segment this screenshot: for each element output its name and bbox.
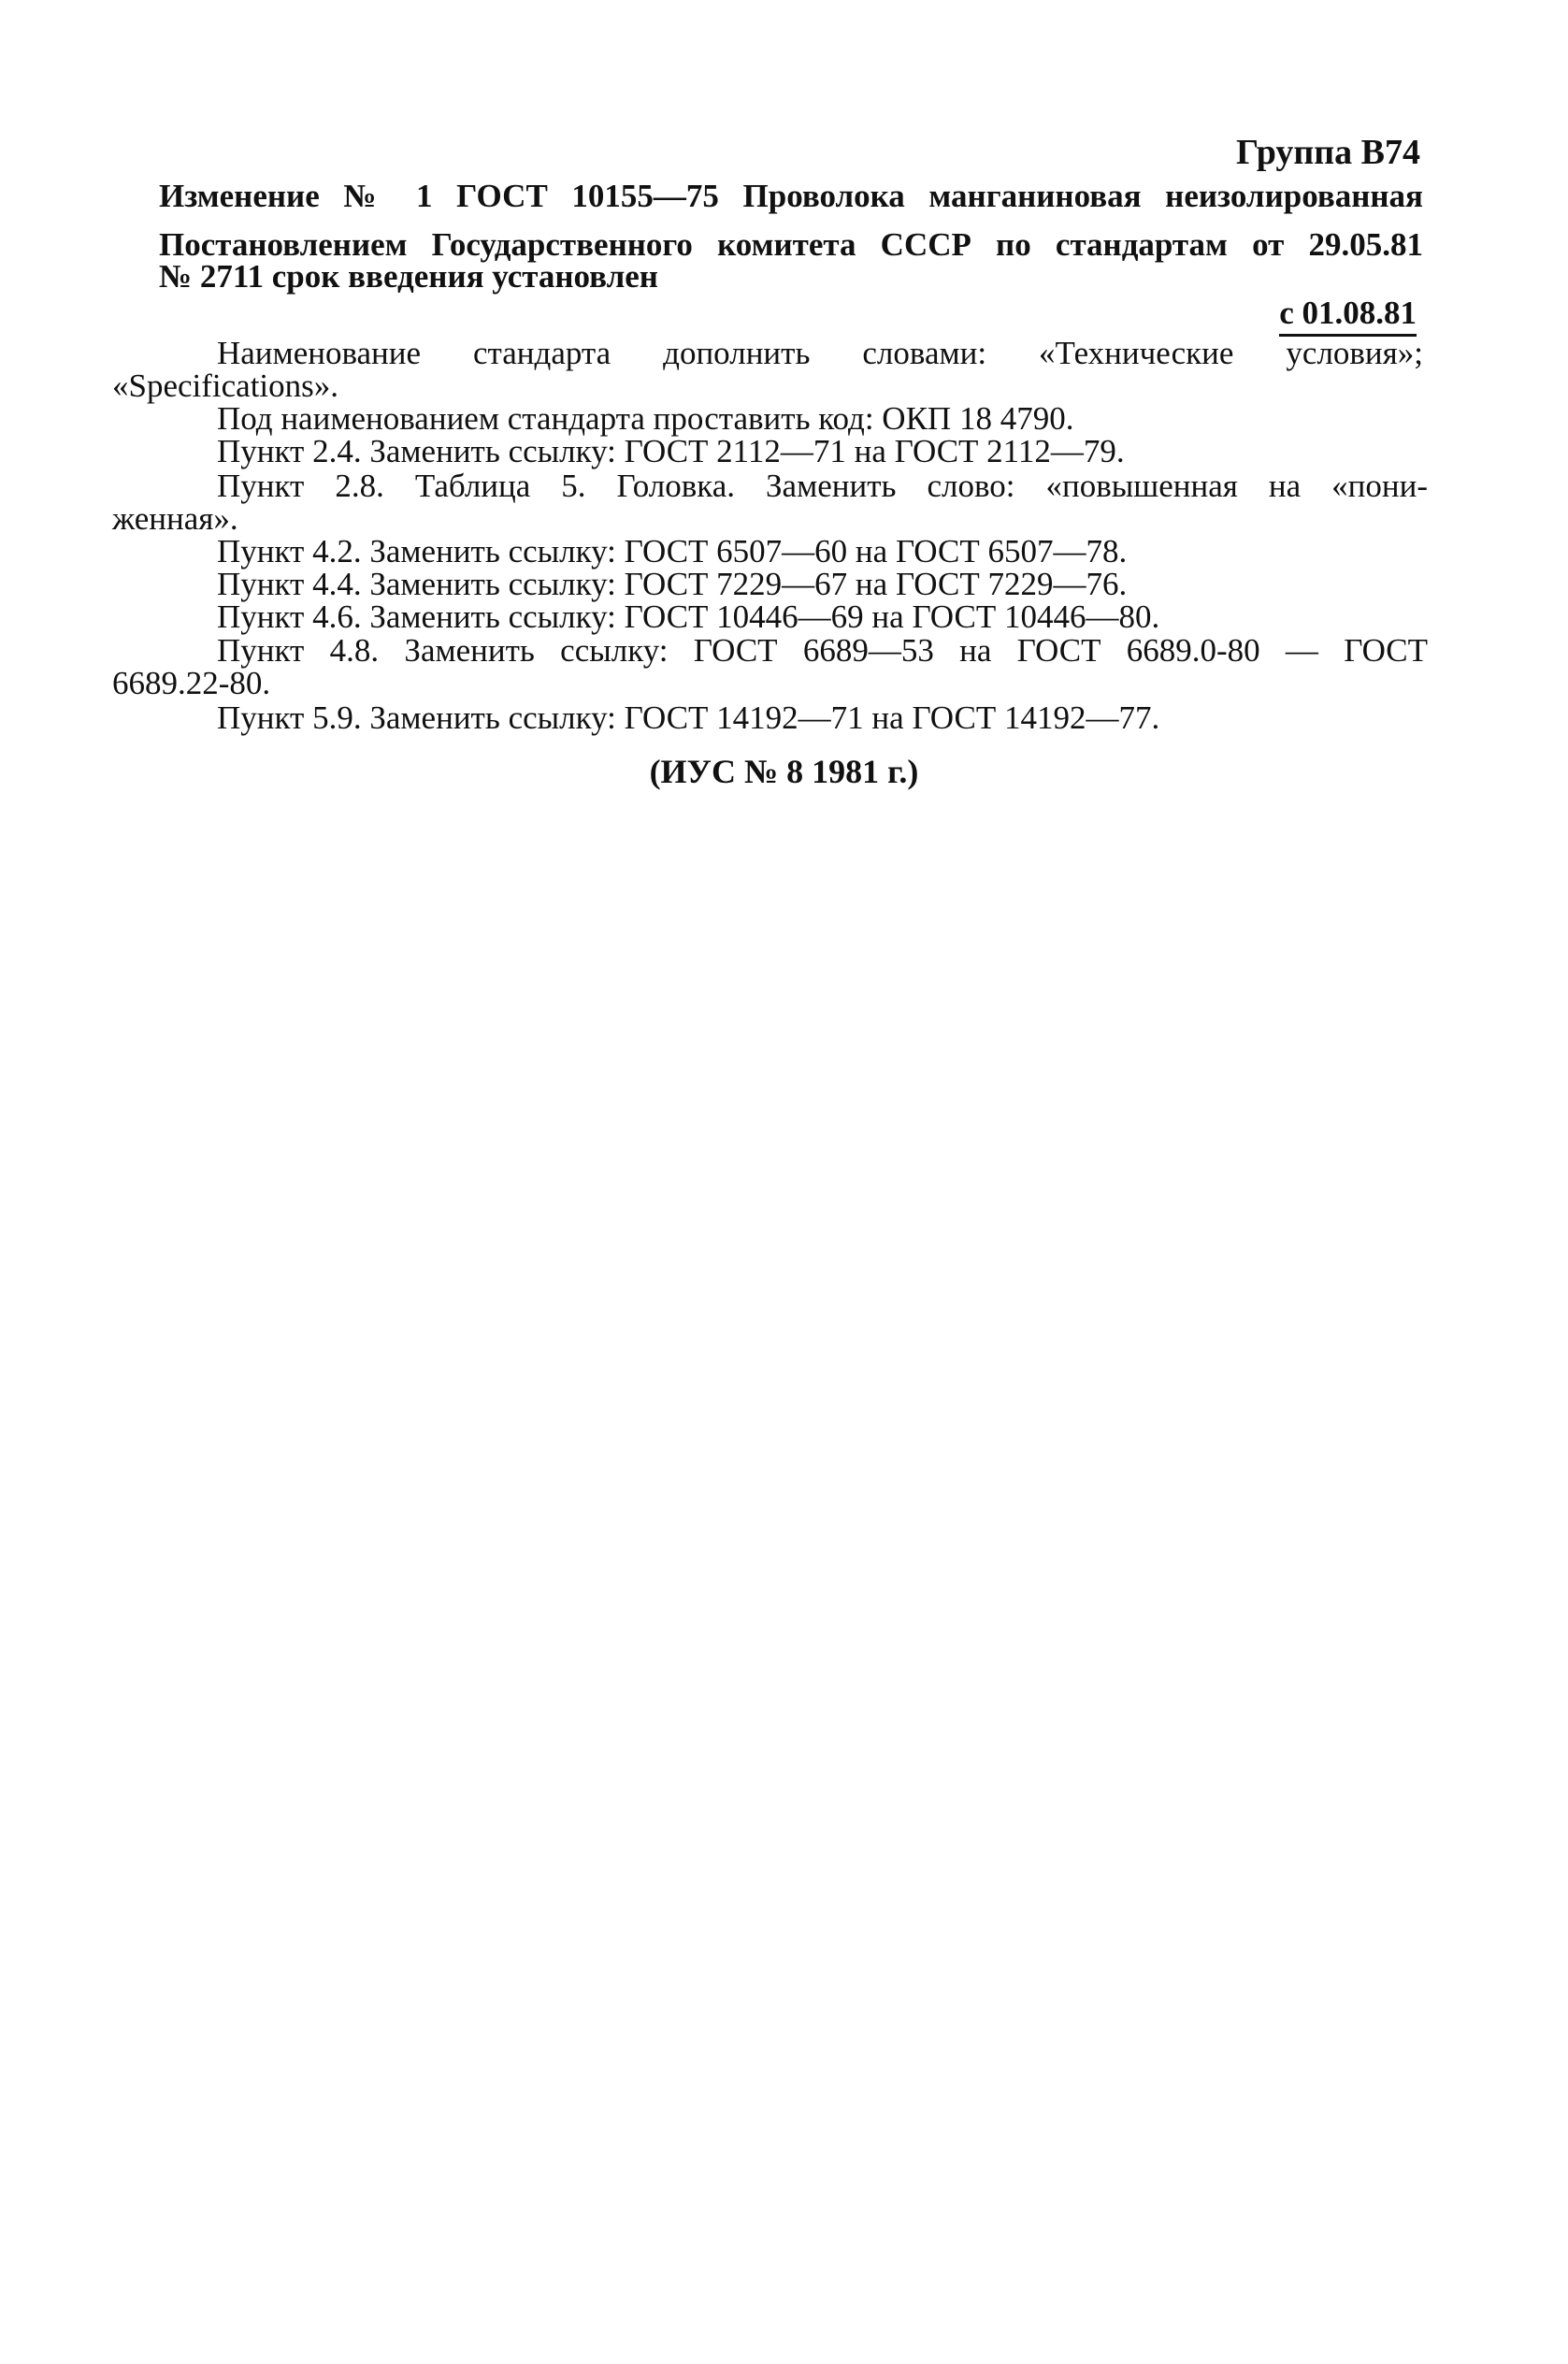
paragraph-clause-4-4: Пункт 4.4. Заменить ссылку: ГОСТ 7229—67 на ГОСТ 7229—76.	[217, 566, 1128, 602]
paragraph-title-addition-cont: «Specifications».	[112, 368, 339, 404]
paragraph-okp-code: Под наименованием стандарта проставить код: ОКП 18 4790.	[217, 400, 1074, 437]
paragraph-clause-2-4: Пункт 2.4. Заменить ссылку: ГОСТ 2112—71 на ГОСТ 2112—79.	[217, 433, 1125, 469]
paragraph-clause-4-2: Пункт 4.2. Заменить ссылку: ГОСТ 6507—60 на ГОСТ 6507—78.	[217, 533, 1128, 569]
change-title: Изменение № 1 ГОСТ 10155—75 Проволока манганиновая неизолированная	[159, 178, 1423, 214]
paragraph-clause-4-8: Пункт 4.8. Заменить ссылку: ГОСТ 6689—53 на ГОСТ 6689.0-80 — ГОСТ	[217, 632, 1428, 669]
source-reference: (ИУС № 8 1981 г.)	[649, 753, 919, 790]
paragraph-clause-4-8-cont: 6689.22-80.	[112, 665, 271, 701]
paragraph-title-addition: Наименование стандарта дополнить словами: «Технические условия»;	[217, 335, 1423, 371]
resolution-line-1: Постановлением Государственного комитета СССР по стандартам от 29.05.81	[159, 226, 1423, 263]
paragraph-clause-2-8-cont: женная».	[112, 500, 238, 537]
effective-date: с 01.08.81	[1279, 295, 1417, 337]
paragraph-clause-4-6: Пункт 4.6. Заменить ссылку: ГОСТ 10446—69 на ГОСТ 10446—80.	[217, 598, 1160, 635]
resolution-line-2: № 2711 срок введения установлен	[159, 258, 658, 295]
group-label: Группа В74	[1235, 133, 1420, 172]
paragraph-clause-2-8: Пункт 2.8. Таблица 5. Головка. Заменить слово: «повышенная на «пони-	[217, 468, 1428, 504]
paragraph-clause-5-9: Пункт 5.9. Заменить ссылку: ГОСТ 14192—71 на ГОСТ 14192—77.	[217, 699, 1160, 736]
